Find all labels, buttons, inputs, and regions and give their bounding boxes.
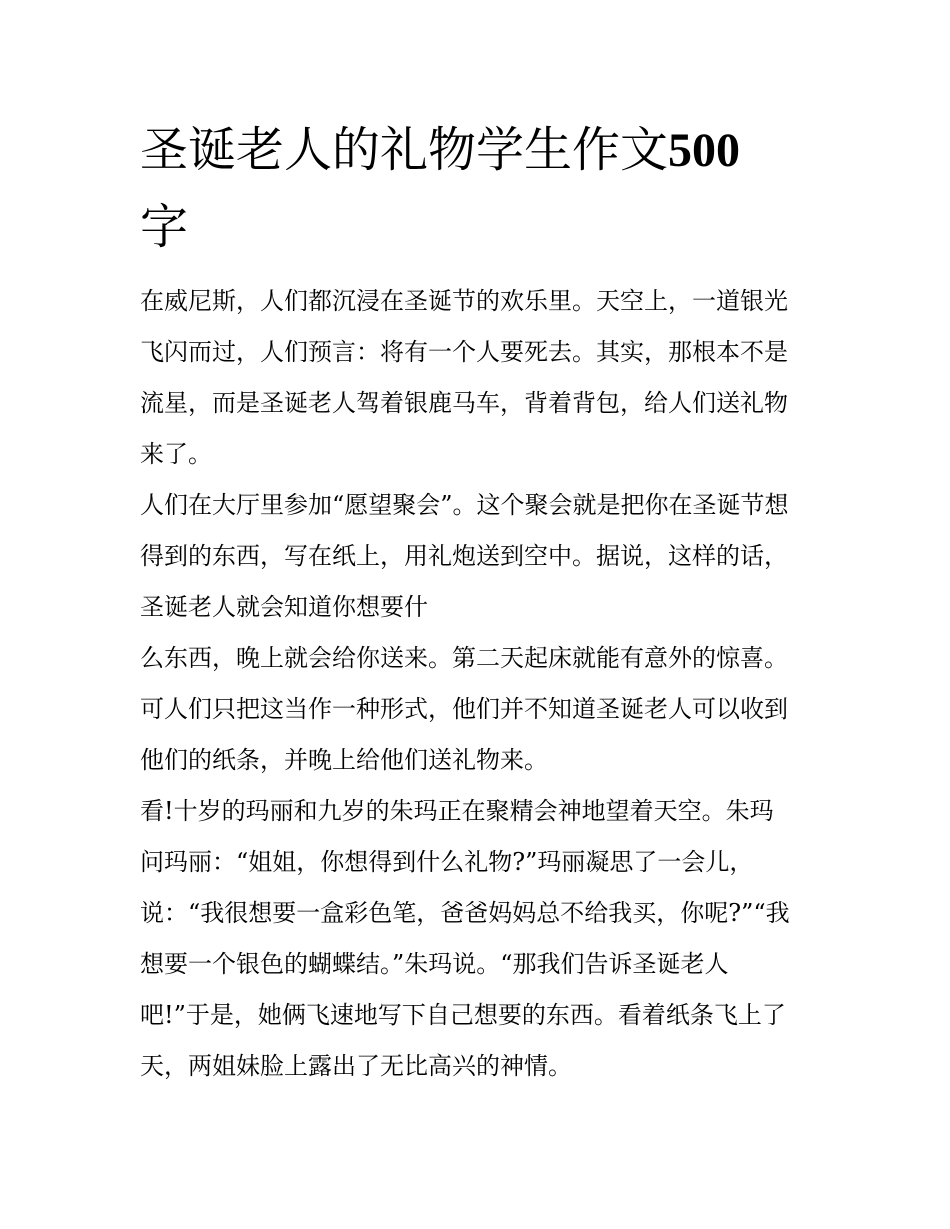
text-line: 看!十岁的玛丽和九岁的朱玛正在聚精会神地望着天空。朱玛 bbox=[140, 797, 774, 825]
text-line: 问玛丽：“姐姐，你想得到什么礼物?”玛丽凝思了一会儿， bbox=[140, 848, 754, 876]
text-line: 吧!”于是，她俩飞速地写下自己想要的东西。看着纸条飞上了 bbox=[140, 1001, 786, 1029]
text-line: 天，两姐妹脸上露出了无比高兴的神情。 bbox=[140, 1052, 572, 1080]
title-main-text: 圣诞老人的礼物学生作文 bbox=[140, 122, 669, 178]
text-line: 说：“我很想要一盒彩色笔，爸爸妈妈总不给我买，你呢?”“我 bbox=[140, 899, 790, 927]
essay-body bbox=[140, 276, 830, 1092]
text-line: 飞闪而过，人们预言：将有一个人要死去。其实，那根本不是 bbox=[140, 338, 788, 366]
title-end-text: 字 bbox=[140, 199, 189, 255]
text-line: 可人们只把这当作一种形式，他们并不知道圣诞老人可以收到 bbox=[140, 695, 788, 723]
text-line: 来了。 bbox=[140, 440, 212, 468]
text-line: 么东西，晚上就会给你送来。第二天起床就能有意外的惊喜。 bbox=[140, 644, 788, 672]
document-title bbox=[140, 112, 820, 265]
text-line: 得到的东西，写在纸上，用礼炮送到空中。据说，这样的话， bbox=[140, 542, 788, 570]
text-line: 圣诞老人就会知道你想要什 bbox=[140, 593, 428, 621]
text-line: 想要一个银色的蝴蝶结。”朱玛说。“那我们告诉圣诞老人 bbox=[140, 950, 729, 978]
text-line: 人们在大厅里参加“愿望聚会”。这个聚会就是把你在圣诞节想 bbox=[140, 491, 789, 519]
title-number: 500 bbox=[668, 124, 741, 177]
text-line: 他们的纸条，并晚上给他们送礼物来。 bbox=[140, 746, 548, 774]
text-line: 在威尼斯，人们都沉浸在圣诞节的欢乐里。天空上，一道银光 bbox=[140, 287, 788, 315]
text-line: 流星，而是圣诞老人驾着银鹿马车，背着背包，给人们送礼物 bbox=[140, 389, 788, 417]
